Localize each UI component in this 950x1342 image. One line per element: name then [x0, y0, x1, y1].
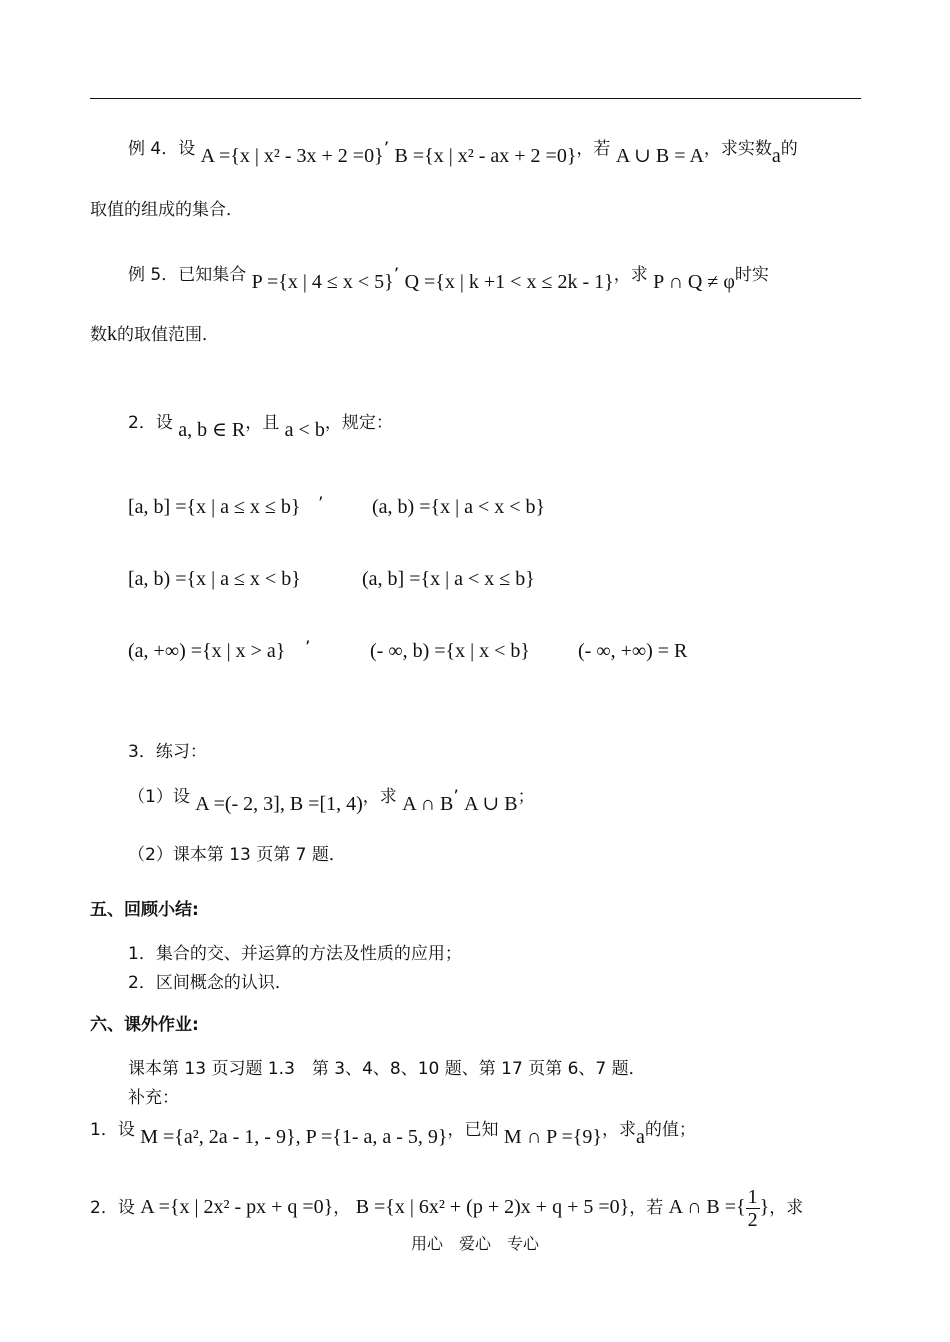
page-footer: 用心 爱心 专心 — [410, 1234, 539, 1253]
section-2-intro: 2．设 a, b ∈ R，且 a < b，规定： — [128, 413, 393, 441]
interval-separator-1: ’ — [318, 494, 324, 514]
example-4-line-1: 例 4．设 A ={x | x² - 3x + 2 =0}’ B ={x | x² - ax + 2 =0}，若 A ∪ B = A，求实数a的 — [128, 139, 798, 167]
supplement-label: 补充： — [128, 1088, 179, 1108]
practice-2: （2）课本第 13 页第 7 题． — [128, 845, 346, 865]
interval-open: (a, b) ={x | a < x < b} — [372, 496, 546, 518]
header-rule — [90, 98, 861, 99]
summary-item-2: 2．区间概念的认识． — [128, 973, 292, 993]
interval-a-to-infinity: (a, +∞) ={x | x > a} — [128, 640, 286, 662]
section-3-heading: 3．练习： — [128, 742, 207, 762]
example-5-line-2: 数k的取值范围． — [90, 323, 219, 345]
interval-closed: [a, b] ={x | a ≤ x ≤ b} — [128, 496, 301, 518]
supplement-question-1: 1．设 M ={a², 2a - 1, - 9}, P ={1- a, a - 5, 9}，已知 M ∩ P ={9}，求a的值； — [90, 1120, 696, 1148]
interval-half-open-left: (a, b] ={x | a < x ≤ b} — [362, 568, 535, 590]
example-4-line-2: 取值的组成的集合． — [90, 200, 243, 220]
example-5-line-1: 例 5．已知集合 P ={x | 4 ≤ x < 5}’ Q ={x | k +1 < x ≤ 2k - 1}，求 P ∩ Q ≠ φ时实 — [128, 265, 769, 293]
interval-real-line: (- ∞, +∞) = R — [578, 640, 688, 662]
section-6-heading: 六、课外作业: — [90, 1015, 199, 1035]
section-5-heading: 五、回顾小结: — [90, 900, 199, 920]
homework-line: 课本第 13 页习题 1.3 第 3、4、8、10 题、第 17 页第 6、7 题． — [128, 1059, 646, 1079]
practice-1: （1）设 A =(- 2, 3], B =[1, 4)，求 A ∩ B’ A ∪ B； — [128, 787, 535, 815]
fraction-one-half: $\frac{1}{2}$ — [747, 1186, 758, 1231]
interval-separator-2: ’ — [305, 638, 311, 658]
summary-item-1: 1．集合的交、并运算的方法及性质的应用； — [128, 944, 462, 964]
supplement-question-2: 2．设 A ={x | 2x² - px + q =0}， B ={x | 6x² + (p + 2)x + q + 5 =0}，若 A ∩ B ={ $\frac{1}{2}$ }，求 — [90, 1186, 804, 1231]
interval-infinity-to-b: (- ∞, b) ={x | x < b} — [370, 640, 530, 662]
interval-half-open-right: [a, b) ={x | a ≤ x < b} — [128, 568, 301, 590]
